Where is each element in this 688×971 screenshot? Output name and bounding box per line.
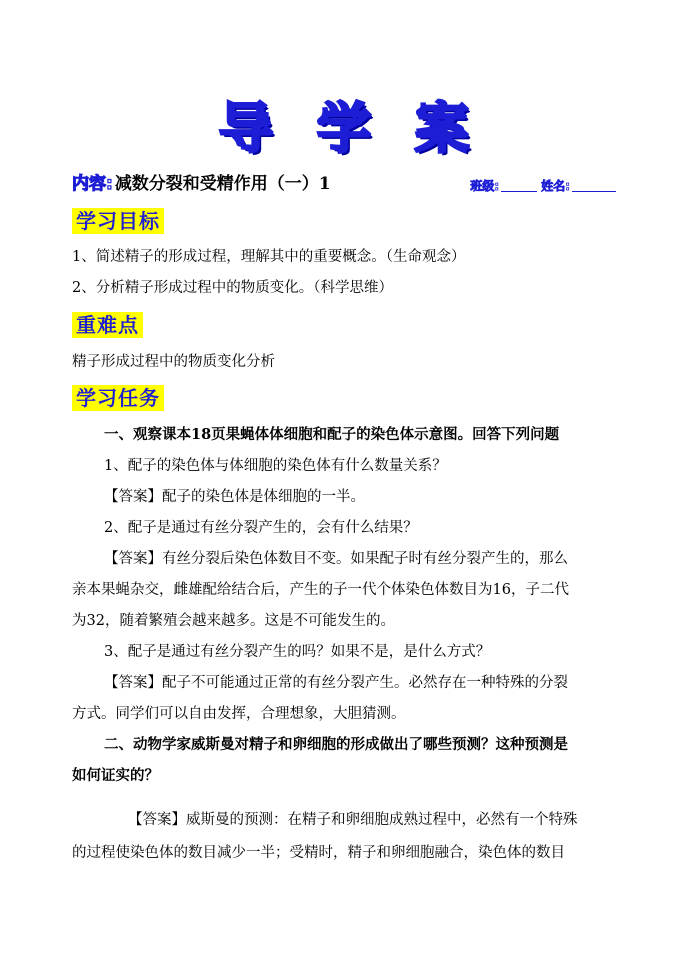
page-title: 导学案	[219, 97, 513, 160]
goal-item-2: 2、分析精子形成过程中的物质变化。（科学思维）	[72, 280, 393, 296]
answer-1: 【答案】配子的染色体是体细胞的一半。	[104, 489, 365, 505]
class-name-fields	[470, 177, 620, 194]
task2-title-line-1: 二、动物学家威斯曼对精子和卵细胞的形成做出了哪些预测？这种预测是	[104, 736, 568, 753]
section-heading-tasks: 学习任务	[72, 385, 164, 411]
name-label: 姓名:	[541, 179, 570, 193]
section-heading-key-points: 重难点	[72, 312, 143, 338]
answer-3-line-2: 方式。同学们可以自由发挥，合理想象，大胆猜测。	[72, 706, 406, 722]
answer-2-line-3: 为32，随着繁殖会越来越多。这是不可能发生的。	[72, 613, 395, 629]
question-1: 1、配子的染色体与体细胞的染色体有什么数量关系？	[104, 458, 447, 474]
answer-4-line-1: 【答案】威斯曼的预测：在精子和卵细胞成熟过程中，必然有一个特殊	[128, 812, 578, 828]
task1-title: 一、观察课本18页果蝇体体细胞和配子的染色体示意图。回答下列问题	[104, 426, 560, 443]
goal-item-1: 1、简述精子的形成过程，理解其中的重要概念。（生命观念）	[72, 249, 466, 265]
content-label: 内容:	[72, 174, 113, 194]
key-points-text: 精子形成过程中的物质变化分析	[72, 354, 275, 370]
task2-title-line-2: 如何证实的？	[72, 767, 159, 784]
answer-3-line-1: 【答案】配子不可能通过正常的有丝分裂产生。必然存在一种特殊的分裂	[104, 675, 568, 691]
class-blank	[501, 177, 537, 192]
content-text: 减数分裂和受精作用（一）1	[114, 174, 331, 194]
class-label: 班级:	[470, 179, 500, 193]
answer-4-line-2: 的过程使染色体的数目减少一半；受精时，精子和卵细胞融合，染色体的数目	[72, 845, 565, 861]
answer-2-line-1: 【答案】有丝分裂后染色体数目不变。如果配子时有丝分裂产生的，那么	[104, 551, 568, 567]
name-blank	[572, 177, 616, 192]
answer-2-line-2: 亲本果蝇杂交，雌雄配给结合后，产生的子一代个体染色体数目为16，子二代	[72, 582, 569, 598]
section-heading-goals: 学习目标	[72, 208, 164, 234]
question-2: 2、配子是通过有丝分裂产生的，会有什么结果？	[104, 520, 418, 536]
question-3: 3、配子是通过有丝分裂产生的吗？如果不是，是什么方式？	[104, 644, 491, 660]
content-header	[72, 166, 620, 194]
